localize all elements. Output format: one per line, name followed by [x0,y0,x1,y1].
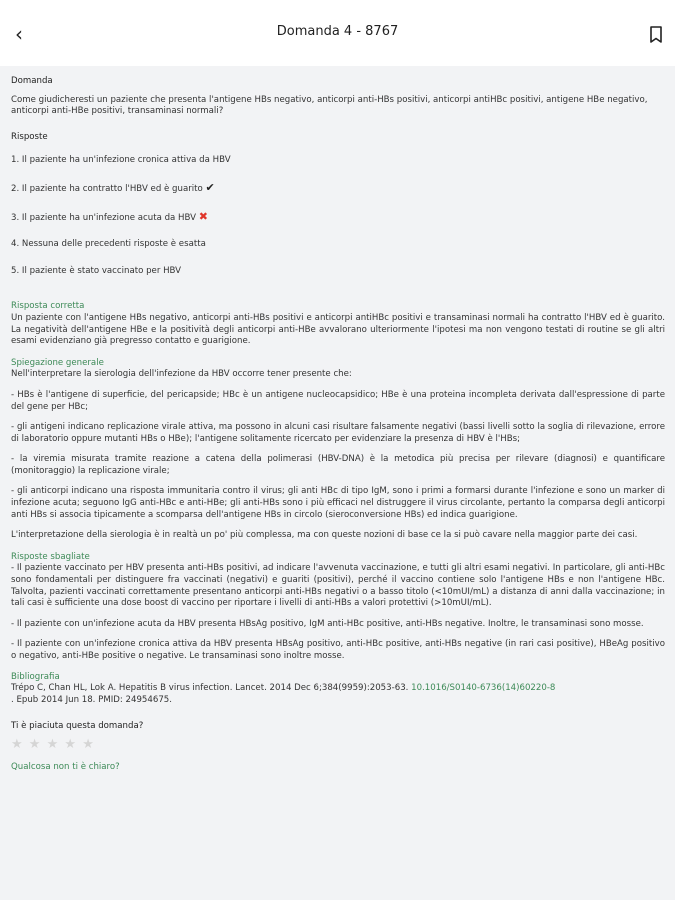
explanation-point: - gli antigeni indicano replicazione virale attiva, ma possono in alcuni casi risultare falsamente negativi (bassi livelli sotto la soglia di rilevazione, errore di laboratorio oppure mutanti HBs o HBe); l'antigene solitamente ricercato per evidenziare la presenza di HBV è l'HBs; [11,422,665,444]
top-bar [0,0,675,66]
explanation-point: - gli anticorpi indicano una risposta immunitaria contro il virus; gli anti HBc di tipo IgM, sono i primi a formarsi durante l'infezione e sono un marker di infezione acuta; seguono IgG anti-HBc e anti-HBe; gli anti-HBs sono i più efficaci nel distruggere il virus circolante, pertanto la comparsa degli anticorpi anti HBs si associa tipicamente a scomparsa dell'antigene HBs in circolo (sieroconversione HBs) ed indica guarigione. [11,486,665,520]
bibliography-label: Bibliografia [11,671,60,682]
answers-label: Risposte [11,131,48,142]
star-icon[interactable]: ★ [46,736,60,752]
star-rating [11,736,665,752]
answers-list [11,155,665,277]
unclear-link[interactable]: Qualcosa non ti è chiaro? [11,761,120,772]
cross-icon: ✖ [198,209,208,223]
question-content [0,66,675,773]
answer-5: 5. Il paziente è stato vaccinato per HBV [11,265,182,276]
question-label: Domanda [11,76,53,86]
wrong-answers-label: Risposte sbagliate [11,551,90,562]
wrong-answer-point: - Il paziente con un'infezione acuta da HBV presenta HBsAg positivo, IgM anti-HBc positive, anti-HBs negative. Inoltre, le transaminasi sono mosse. [11,618,644,629]
star-icon[interactable]: ★ [11,736,24,752]
answer-3: 3. Il paziente ha un'infezione acuta da HBV ✖ [11,209,208,223]
bookmark-icon[interactable] [645,22,667,46]
wrong-answer-point: - Il paziente con un'infezione cronica attiva da HBV presenta HBsAg positivo, anti-HBc positive, anti-HBs negative (in rari casi positive), HBeAg positivo o negativo, anti-HBe positive o negative. Le transaminasi sono inoltre mosse. [11,639,665,661]
wrong-answer-point: - Il paziente vaccinato per HBV presenta anti-HBs positivi, ad indicare l'avvenuta vaccinazione, e tutti gli altri esami negativi. In particolare, gli anti-HBc sono fondamentali per distinguere fra vaccinati (negativi) e guariti (positivi), perché il vaccino contiene solo l'antigene HBs e non l'antigene HBc. Talvolta, pazienti vaccinati correttamente presentano anticorpi anti-HBs negativi o a basso titolo (<10mUI/mL) a distanza di anni dalla vaccinazione; in tali casi è sufficiente una dose boost di vaccino per riportare i livelli di anti-HBs a valori protettivi (>10mUI/mL). [11,563,665,609]
checkmark-icon: ✔ [205,180,215,194]
correct-answer-label: Risposta corretta [11,301,85,312]
explanation-label: Spiegazione generale [11,357,104,368]
explanation-point: - la viremia misurata tramite reazione a catena della polimerasi (HBV-DNA) è la metodica più precisa per rilevare (diagnosi) e quantificare (monitoraggio) la replicazione virale; [11,454,665,476]
bibliography-text: Trépo C, Chan HL, Lok A. Hepatitis B virus infection. Lancet. 2014 Dec 6;384(9959):2053-63. 10.1016/S0140-6736(14)60220-8 . Epub 2014 Jun 18. PMID: 24954675. [11,683,556,705]
page-title: Domanda 4 - 8767 [276,24,399,39]
explanation-intro: Nell'interpretare la sierologia dell'infezione da HBV occorre tener presente che: [11,369,352,380]
star-icon[interactable]: ★ [82,736,95,752]
question-text: Come giudicheresti un paziente che presenta l'antigene HBs negativo, anticorpi anti-HBs positivi, anticorpi antiHBc positivi, antigene HBe negativo, anticorpi anti-HBe positivi, transaminasi normali? [11,94,648,117]
answer-4: 4. Nessuna delle precedenti risposte è esatta [11,239,206,250]
star-icon[interactable]: ★ [64,736,78,752]
correct-answer-text: Un paziente con l'antigene HBs negativo, anticorpi anti-HBs positivi e anticorpi antiHBc positivi e transaminasi normali ha contratto l'HBV ed è guarito. La negatività dell'antigene HBe e la positività degli anticorpi anti-HBe avvalorano ulteriormente l'ipotesi ma non vengono testati di routine se gli altri esami evidenziano già pregresso contatto e guarigione. [11,312,665,347]
explanation-point: - HBs è l'antigene di superficie, del pericapside; HBc è un antigene nucleocapsidico; HBe è una proteina incompleta derivata dall'espressione di parte del gene per HBc; [11,389,665,412]
rating-label: Ti è piaciuta questa domanda? [11,721,144,732]
star-icon[interactable]: ★ [28,736,42,752]
answer-1: 1. Il paziente ha un'infezione cronica attiva da HBV [11,155,231,166]
answer-2: 2. Il paziente ha contratto l'HBV ed è guarito ✔ [11,180,215,194]
chevron-left-icon[interactable]: ‹ [15,22,23,46]
doi-link[interactable]: 10.1016/S0140-6736(14)60220-8 [411,683,556,694]
explanation-outro: L'interpretazione della sierologia è in realtà un po' più complessa, ma con queste nozioni di base ce la si può cavare nella maggior parte dei casi. [11,530,638,541]
